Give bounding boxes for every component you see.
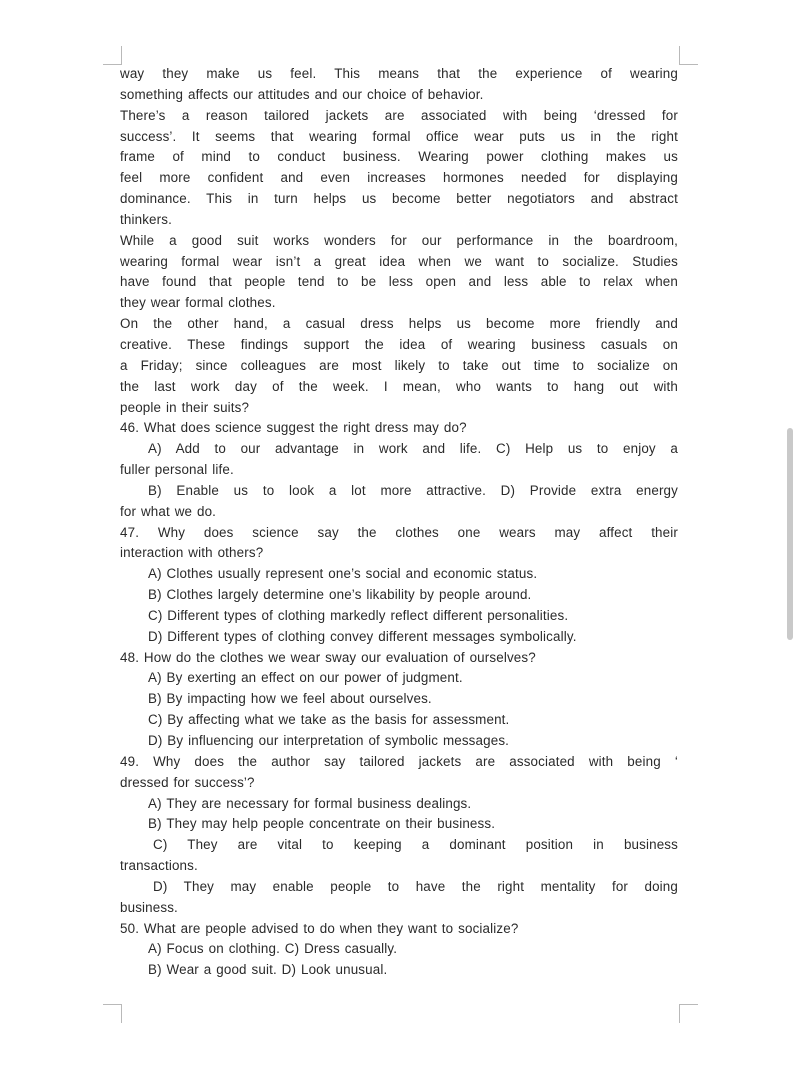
text-line: dominance. This in turn helps us become better negotiators and abstract [120,191,678,207]
text-line: There’s a reason tailored jackets are associated with being ‘dressed for [120,107,678,123]
text-line: have found that people tend to be less open and less able to relax when [120,274,678,290]
text-line: B) Clothes largely determine one’s likability by people around. [148,587,532,603]
corner-mark-bottom-left [103,1004,122,1023]
text-line: creative. These findings support the idea of wearing business casuals on [120,336,678,352]
text-line: 49. Why does the author say tailored jackets are associated with being ‘ [120,753,678,769]
text-line: interaction with others? [120,545,264,561]
text-line: D) Different types of clothing convey different messages symbolically. [148,628,577,644]
text-line: thinkers. [120,211,172,227]
document-text [120,64,678,981]
text-line: they wear formal clothes. [120,295,276,311]
text-line: the last work day of the week. I mean, who wants to hang out with [120,378,678,394]
text-line: people in their suits? [120,399,250,415]
text-line: transactions. [120,858,198,874]
text-line: 47. Why does science say the clothes one wears may affect their [120,524,678,540]
text-line: B) By impacting how we feel about ourselves. [148,691,432,707]
text-line: A) By exerting an effect on our power of judgment. [148,670,463,686]
text-line: While a good suit works wonders for our performance in the boardroom, [120,232,678,248]
text-line: wearing formal wear isn’t a great idea when we want to socialize. Studies [120,253,678,269]
text-line: a Friday; since colleagues are most likely to take out time to socialize on [120,357,678,373]
text-line: success’. It seems that wearing formal office wear puts us in the right [120,128,678,144]
text-line: C) By affecting what we take as the basis for assessment. [148,712,510,728]
text-line: business. [120,899,178,915]
text-line: D) By influencing our interpretation of symbolic messages. [148,733,510,748]
text-line: frame of mind to conduct business. Wearing power clothing makes us [120,149,678,165]
vertical-scrollbar[interactable] [787,428,793,640]
text-line: fuller personal life. [120,462,234,478]
text-line: 48. How do the clothes we wear sway our evaluation of ourselves? [120,649,536,665]
text-line: B) They may help people concentrate on their business. [148,816,496,832]
text-line: A) They are necessary for formal business dealings. [148,795,472,811]
text-line: way they make us feel. This means that the experience of wearing [120,66,678,81]
text-line: 46. What does science suggest the right dress may do? [120,420,467,436]
text-line: B) Wear a good suit. D) Look unusual. [148,962,388,978]
text-line: A) Clothes usually represent one’s social and economic status. [148,566,538,582]
corner-mark-top-left [103,46,122,65]
text-line: A) Add to our advantage in work and life. C) Help us to enjoy a [148,441,678,457]
corner-mark-bottom-right [679,1004,698,1023]
corner-mark-top-right [679,46,698,65]
text-line: On the other hand, a casual dress helps us become more friendly and [120,316,678,332]
text-line: A) Focus on clothing. C) Dress casually. [148,941,398,957]
text-line: something affects our attitudes and our choice of behavior. [120,86,484,102]
text-line: B) Enable us to look a lot more attractive. D) Provide extra energy [148,482,678,498]
text-line: C) Different types of clothing markedly reflect different personalities. [148,607,569,623]
text-line: feel more confident and even increases hormones needed for displaying [120,170,678,186]
text-line: 50. What are people advised to do when they want to socialize? [120,920,519,936]
text-line: D) They may enable people to have the right mentality for doing [153,878,678,894]
text-line: for what we do. [120,503,217,519]
text-line: C) They are vital to keeping a dominant position in business [153,837,678,853]
text-line: dressed for success’? [120,774,255,790]
